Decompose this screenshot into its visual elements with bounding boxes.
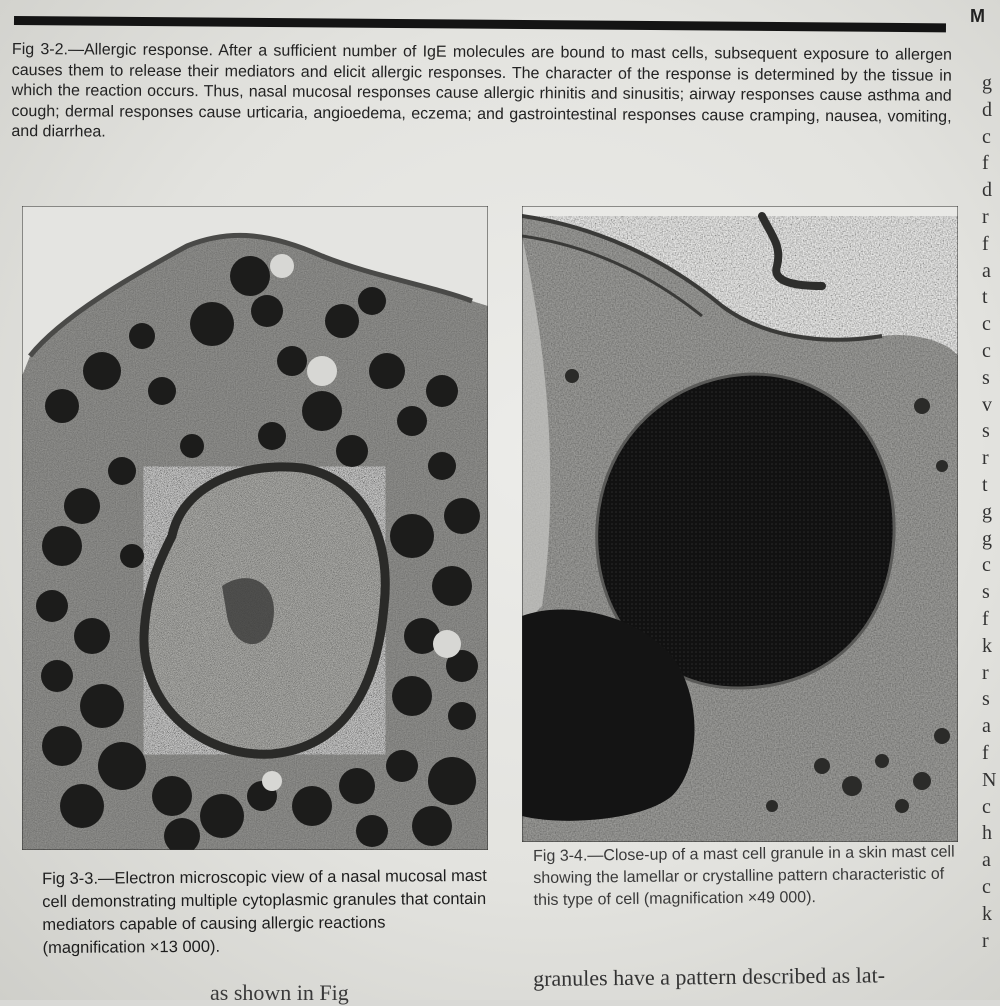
- fragment-letter: s: [982, 366, 990, 389]
- fragment-letter: f: [982, 152, 989, 175]
- fragment-letter: c: [982, 875, 991, 898]
- fragment-letter: t: [982, 473, 988, 496]
- fragment-letter: c: [982, 554, 991, 577]
- facing-page-column-fragments: [982, 70, 1000, 954]
- fragment-letter: k: [982, 902, 992, 925]
- fragment-letter: t: [982, 286, 988, 309]
- fig-3-2-caption: Fig 3-2.—Allergic response. After a sufficient number of IgE molecules are bound to mast cells, subsequent exposure to allergen causes them to release their mediators and elicit allergic responses. The character of the response is determined by the tissue in which the reaction occurs. Thus, nasal mucosal responses cause allergic rhinitis and sinusitis; airway responses cause asthma and cough; dermal responses cause urticaria, angioedema, eczema; and gastrointestinal responses cause cramping, nausea, vomiting, and diarrhea.: [11, 40, 952, 141]
- fragment-letter: r: [982, 447, 989, 470]
- fragment-letter: f: [982, 232, 989, 255]
- fragment-letter: d: [982, 98, 992, 121]
- body-text-fragment-right: granules have a pattern described as lat-: [533, 962, 886, 991]
- fragment-letter: v: [982, 393, 992, 416]
- fragment-letter: s: [982, 420, 990, 443]
- fragment-letter: h: [982, 822, 992, 845]
- fig-3-3-caption: Fig 3-3.—Electron microscopic view of a nasal mucosal mast cell demonstrating multiple cytoplasmic granules that contain mediators capable of causing allergic reactions (magnification ×13 000).: [42, 866, 487, 957]
- fragment-letter: c: [982, 125, 991, 148]
- fragment-letter: s: [982, 688, 990, 711]
- fig-3-4-micrograph: [522, 206, 958, 842]
- fragment-letter: N: [982, 768, 997, 791]
- fragment-letter: g: [982, 527, 992, 550]
- running-head: M: [970, 6, 985, 26]
- fragment-letter: r: [982, 205, 989, 228]
- fragment-letter: r: [982, 661, 989, 684]
- fragment-letter: c: [982, 339, 991, 362]
- fragment-letter: a: [982, 849, 991, 872]
- fragment-letter: k: [982, 634, 992, 657]
- fragment-letter: s: [982, 581, 990, 604]
- fig-3-3-micrograph: [22, 206, 488, 850]
- fragment-letter: d: [982, 179, 992, 202]
- fragment-letter: g: [982, 500, 992, 523]
- fragment-letter: a: [982, 259, 991, 282]
- body-text-fragment-left: as shown in Fig: [210, 980, 349, 1005]
- fragment-letter: c: [982, 795, 991, 818]
- fragment-letter: g: [982, 72, 992, 94]
- top-rule: [14, 16, 946, 32]
- fragment-letter: a: [982, 715, 991, 738]
- fragment-letter: f: [982, 741, 989, 764]
- fragment-letter: f: [982, 607, 989, 630]
- fig-3-4-caption: Fig 3-4.—Close-up of a mast cell granule in a skin mast cell showing the lamellar or crystalline pattern characteristic of this type of cell (magnification ×49 000).: [533, 843, 955, 909]
- fragment-letter: r: [982, 929, 989, 952]
- fragment-letter: c: [982, 313, 991, 336]
